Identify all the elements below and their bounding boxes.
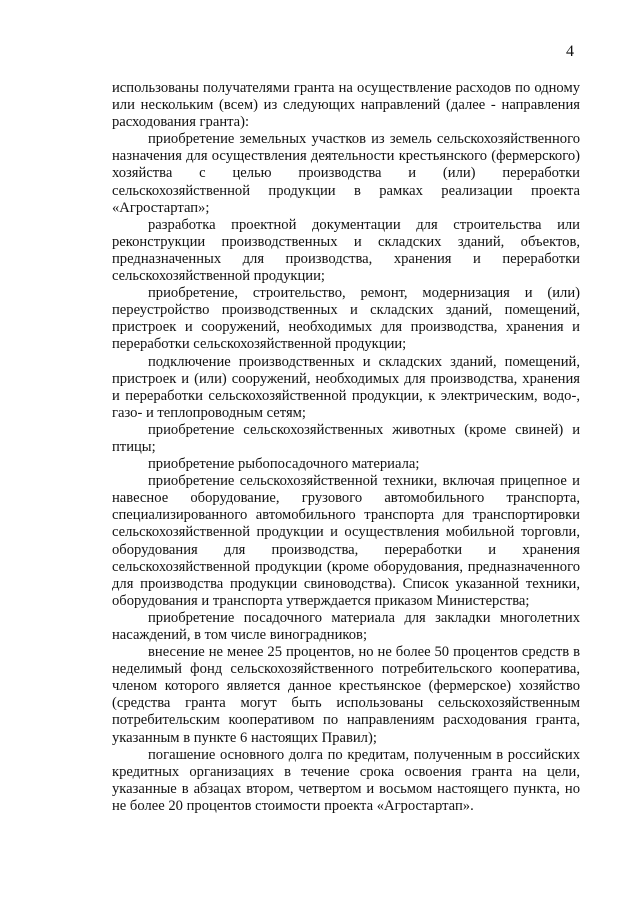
paragraph-construction-repair: приобретение, строительство, ремонт, модернизация и (или) переустройство производственных и складских зданий, помещений, пристроек и сооружений, необходимых для производства, хранения и переработки сельскохозяйственной продукции;: [112, 285, 580, 353]
paragraph-livestock-acquisition: приобретение сельскохозяйственных животных (кроме свиней) и птицы;: [112, 421, 580, 455]
paragraph-loan-repayment: погашение основного долга по кредитам, полученным в российских кредитных организациях в течение срока освоения гранта на цели, указанные в абзацах втором, четвертом и восьмом настоящего пункта, но не более 20 процентов стоимости проекта «Агростартап».: [112, 746, 580, 814]
paragraph-machinery-acquisition: приобретение сельскохозяйственной техники, включая прицепное и навесное оборудование, грузового автомобильного транспорта, специализированного автомобильного транспорта для транспортировки сельскохозяйственной продукции и осуществления мобильной торговли, оборудования для производства, переработки и хранения сельскохозяйственной продукции (кроме оборудования, предназначенного для производства продукции свиноводства). Список указанной техники, оборудования и транспорта утверждается приказом Министерства;: [112, 473, 580, 609]
paragraph-design-documentation: разработка проектной документации для строительства или реконструкции производственных и складских зданий, объектов, предназначенных для производства, хранения и переработки сельскохозяйственной продукции;: [112, 216, 580, 285]
paragraph-planting-material: приобретение посадочного материала для закладки многолетних насаждений, в том числе виноградников;: [112, 609, 580, 643]
paragraph-intro-continuation: использованы получателями гранта на осуществление расходов по одному или нескольким (всем) из следующих направлений (далее - направления расходования гранта):: [112, 80, 580, 131]
paragraph-cooperative-fund: внесение не менее 25 процентов, но не более 50 процентов средств в неделимый фонд сельскохозяйственного потребительского кооператива, членом которого является данное крестьянское (фермерское) хозяйство (средства гранта могут быть использованы сельскохозяйственным потребительским кооперативом по направлениям расходования гранта, указанным в пункте 6 настоящих Правил);: [112, 644, 580, 746]
page-number: 4: [566, 43, 574, 60]
document-body: [112, 80, 580, 815]
paragraph-fish-stock: приобретение рыбопосадочного материала;: [148, 456, 420, 473]
paragraph-land-acquisition: приобретение земельных участков из земель сельскохозяйственного назначения для осуществления деятельности крестьянского (фермерского) хозяйства с целью производства и (или) переработки сельскохозяйственной продукции в рамках реализации проекта «Агростартап»;: [112, 131, 580, 216]
paragraph-utility-connection: подключение производственных и складских зданий, помещений, пристроек и (или) сооружений, необходимых для производства, хранения и переработки сельскохозяйственной продукции, к электрическим, водо-, газо- и теплопроводным сетям;: [112, 353, 580, 421]
